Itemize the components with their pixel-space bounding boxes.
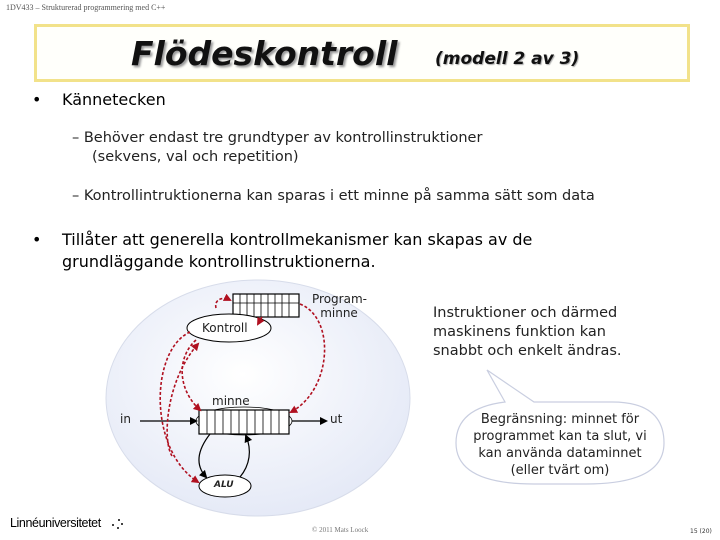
note-line-2: maskinens funktion kan [433, 324, 606, 340]
slide-subtitle: (modell 2 av 3) [435, 49, 580, 69]
note-line-3: snabbt och enkelt ändras. [433, 343, 622, 359]
page-number: 15 (20) [690, 528, 712, 535]
university-name: Linnéuniversitetet [10, 516, 101, 530]
bubble-line-4: (eller tvärt om) [510, 463, 610, 478]
memory-label: minne [212, 394, 250, 408]
copyright: © 2011 Mats Loock [312, 526, 369, 534]
program-memory-label [312, 292, 366, 320]
out-label: ut [330, 412, 343, 426]
control-label: Kontroll [202, 321, 248, 335]
university-logo-mark [112, 519, 123, 529]
note-line-1: Instruktioner och därmed [433, 305, 618, 321]
bubble-line-1: Begränsning: minnet för [480, 412, 640, 427]
bullet-kannetecken: Kännetecken [62, 90, 166, 109]
program-memory-icon [233, 294, 299, 317]
subitem-1-line-1: – Behöver endast tre grundtyper av kontrollinstruktioner [72, 130, 483, 146]
program-memory-label-line-1: Program- [312, 292, 367, 306]
slide-title: Flödeskontroll [131, 34, 398, 73]
note-text [433, 304, 622, 361]
bubble-line-3: kan använda dataminnet [478, 446, 642, 461]
data-memory-icon [196, 407, 292, 435]
bubble-text [462, 411, 658, 479]
bullet-dot: • [32, 230, 42, 249]
program-memory-label-line-2: minne [320, 306, 358, 320]
course-header: 1DV433 – Strukturerad programmering med C++ [6, 3, 166, 12]
subitem-2-line-1: – Kontrollintruktionerna kan sparas i ett minne på samma sätt som data [72, 188, 595, 204]
in-label: in [120, 412, 131, 426]
alu-label: ALU [214, 480, 234, 490]
bullet-2-line-2: grundläggande kontrollinstruktionerna. [62, 252, 376, 271]
bullet-dot: • [32, 90, 42, 109]
bullet-2-line-1: Tillåter att generella kontrollmekanismer kan skapas av de [62, 230, 533, 249]
bubble-line-2: programmet kan ta slut, vi [473, 429, 647, 444]
subitem-1-line-2: (sekvens, val och repetition) [92, 149, 299, 165]
